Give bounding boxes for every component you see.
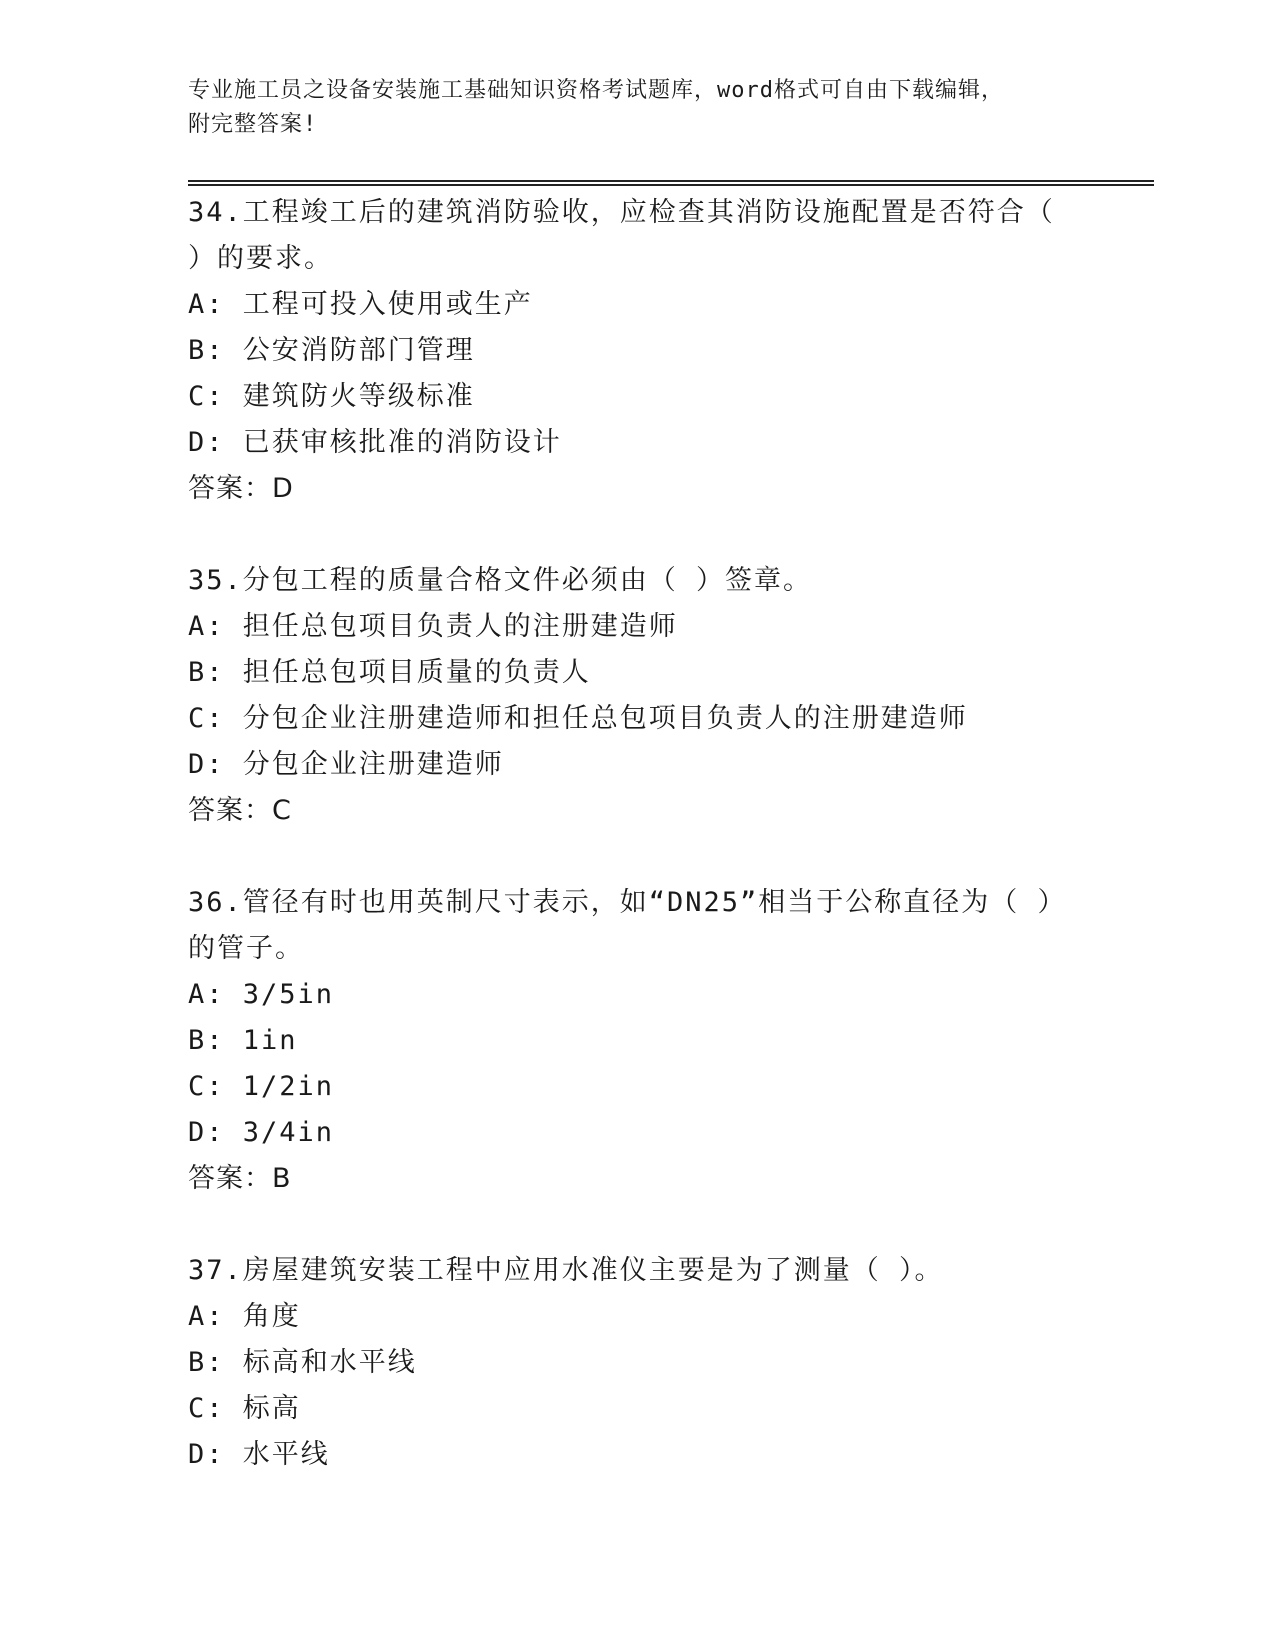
option-separator: : [206, 1439, 243, 1470]
option-separator: : [206, 427, 243, 458]
option-d [188, 742, 1088, 788]
option-key: A [188, 611, 207, 642]
option-d [188, 1110, 1088, 1156]
option-key: C [188, 381, 207, 412]
option-key: A [188, 289, 207, 320]
option-separator: : [206, 1347, 243, 1378]
option-c [188, 1386, 1088, 1432]
option-separator: : [206, 657, 243, 688]
option-key: A [188, 979, 207, 1010]
option-text: 标高 [242, 1393, 301, 1424]
question-stem-line-1: 36.管径有时也用英制尺寸表示，如“DN25”相当于公称直径为（ ） [188, 887, 1067, 918]
option-separator: : [206, 289, 243, 320]
option-d [188, 1432, 1088, 1478]
option-b [188, 328, 1088, 374]
question-stem-line-2: 的管子。 [188, 933, 304, 964]
answer-label: 答案： [188, 795, 272, 826]
option-b [188, 650, 1088, 696]
question-stem [188, 880, 1088, 972]
option-key: B [188, 335, 207, 366]
option-b [188, 1340, 1088, 1386]
question-stem-line-2: ）的要求。 [188, 243, 333, 274]
option-key: C [188, 1393, 207, 1424]
option-separator: : [206, 611, 243, 642]
question-34 [188, 190, 1088, 512]
option-separator: : [206, 381, 243, 412]
answer-label: 答案： [188, 1163, 272, 1194]
option-separator: : [206, 1025, 243, 1056]
option-text: 分包企业注册建造师 [242, 749, 504, 780]
question-stem-line-1: 35.分包工程的质量合格文件必须由（ ）签章。 [188, 565, 813, 596]
option-text: 工程可投入使用或生产 [242, 289, 533, 320]
option-a [188, 604, 1088, 650]
answer-line [188, 1156, 1088, 1202]
header-line-1: 专业施工员之设备安装施工基础知识资格考试题库，word格式可自由下载编辑， [188, 78, 1004, 103]
document-header [188, 74, 1068, 142]
question-36 [188, 880, 1088, 1202]
answer-line [188, 788, 1088, 834]
option-separator: : [206, 335, 243, 366]
option-key: B [188, 1025, 207, 1056]
option-c [188, 374, 1088, 420]
question-stem-line-1: 37.房屋建筑安装工程中应用水准仪主要是为了测量（ ）。 [188, 1255, 944, 1286]
option-text: 1/2in [242, 1071, 335, 1102]
option-text: 担任总包项目负责人的注册建造师 [242, 611, 678, 642]
answer-value: B [272, 1163, 292, 1194]
option-separator: : [206, 1117, 243, 1148]
option-text: 标高和水平线 [242, 1347, 417, 1378]
option-text: 已获审核批准的消防设计 [242, 427, 562, 458]
question-stem [188, 558, 1088, 604]
option-text: 建筑防火等级标准 [242, 381, 475, 412]
option-separator: : [206, 749, 243, 780]
option-c [188, 696, 1088, 742]
answer-value: C [272, 795, 292, 826]
option-a [188, 1294, 1088, 1340]
question-list [188, 190, 1088, 1478]
question-stem [188, 190, 1088, 282]
option-key: D [188, 427, 207, 458]
option-a [188, 282, 1088, 328]
option-d [188, 420, 1088, 466]
option-separator: : [206, 703, 243, 734]
option-a [188, 972, 1088, 1018]
question-stem-line-1: 34.工程竣工后的建筑消防验收，应检查其消防设施配置是否符合（ [188, 197, 1055, 228]
option-key: D [188, 749, 207, 780]
option-separator: : [206, 1071, 243, 1102]
question-stem [188, 1248, 1088, 1294]
option-text: 水平线 [242, 1439, 330, 1470]
option-key: C [188, 703, 207, 734]
option-text: 分包企业注册建造师和担任总包项目负责人的注册建造师 [242, 703, 968, 734]
option-separator: : [206, 1301, 243, 1332]
option-key: A [188, 1301, 207, 1332]
option-text: 1in [242, 1025, 298, 1056]
option-separator: : [206, 979, 243, 1010]
option-c [188, 1064, 1088, 1110]
option-text: 3/5in [242, 979, 335, 1010]
option-key: C [188, 1071, 207, 1102]
question-37 [188, 1248, 1088, 1478]
answer-value: D [272, 473, 294, 504]
option-b [188, 1018, 1088, 1064]
question-35 [188, 558, 1088, 834]
option-text: 角度 [242, 1301, 301, 1332]
answer-label: 答案： [188, 473, 272, 504]
answer-line [188, 466, 1088, 512]
option-key: B [188, 657, 207, 688]
option-key: D [188, 1439, 207, 1470]
option-key: D [188, 1117, 207, 1148]
option-key: B [188, 1347, 207, 1378]
option-text: 担任总包项目质量的负责人 [242, 657, 591, 688]
header-double-rule [188, 180, 1154, 186]
option-text: 公安消防部门管理 [242, 335, 475, 366]
option-separator: : [206, 1393, 243, 1424]
option-text: 3/4in [242, 1117, 335, 1148]
header-line-2: 附完整答案! [188, 112, 318, 137]
